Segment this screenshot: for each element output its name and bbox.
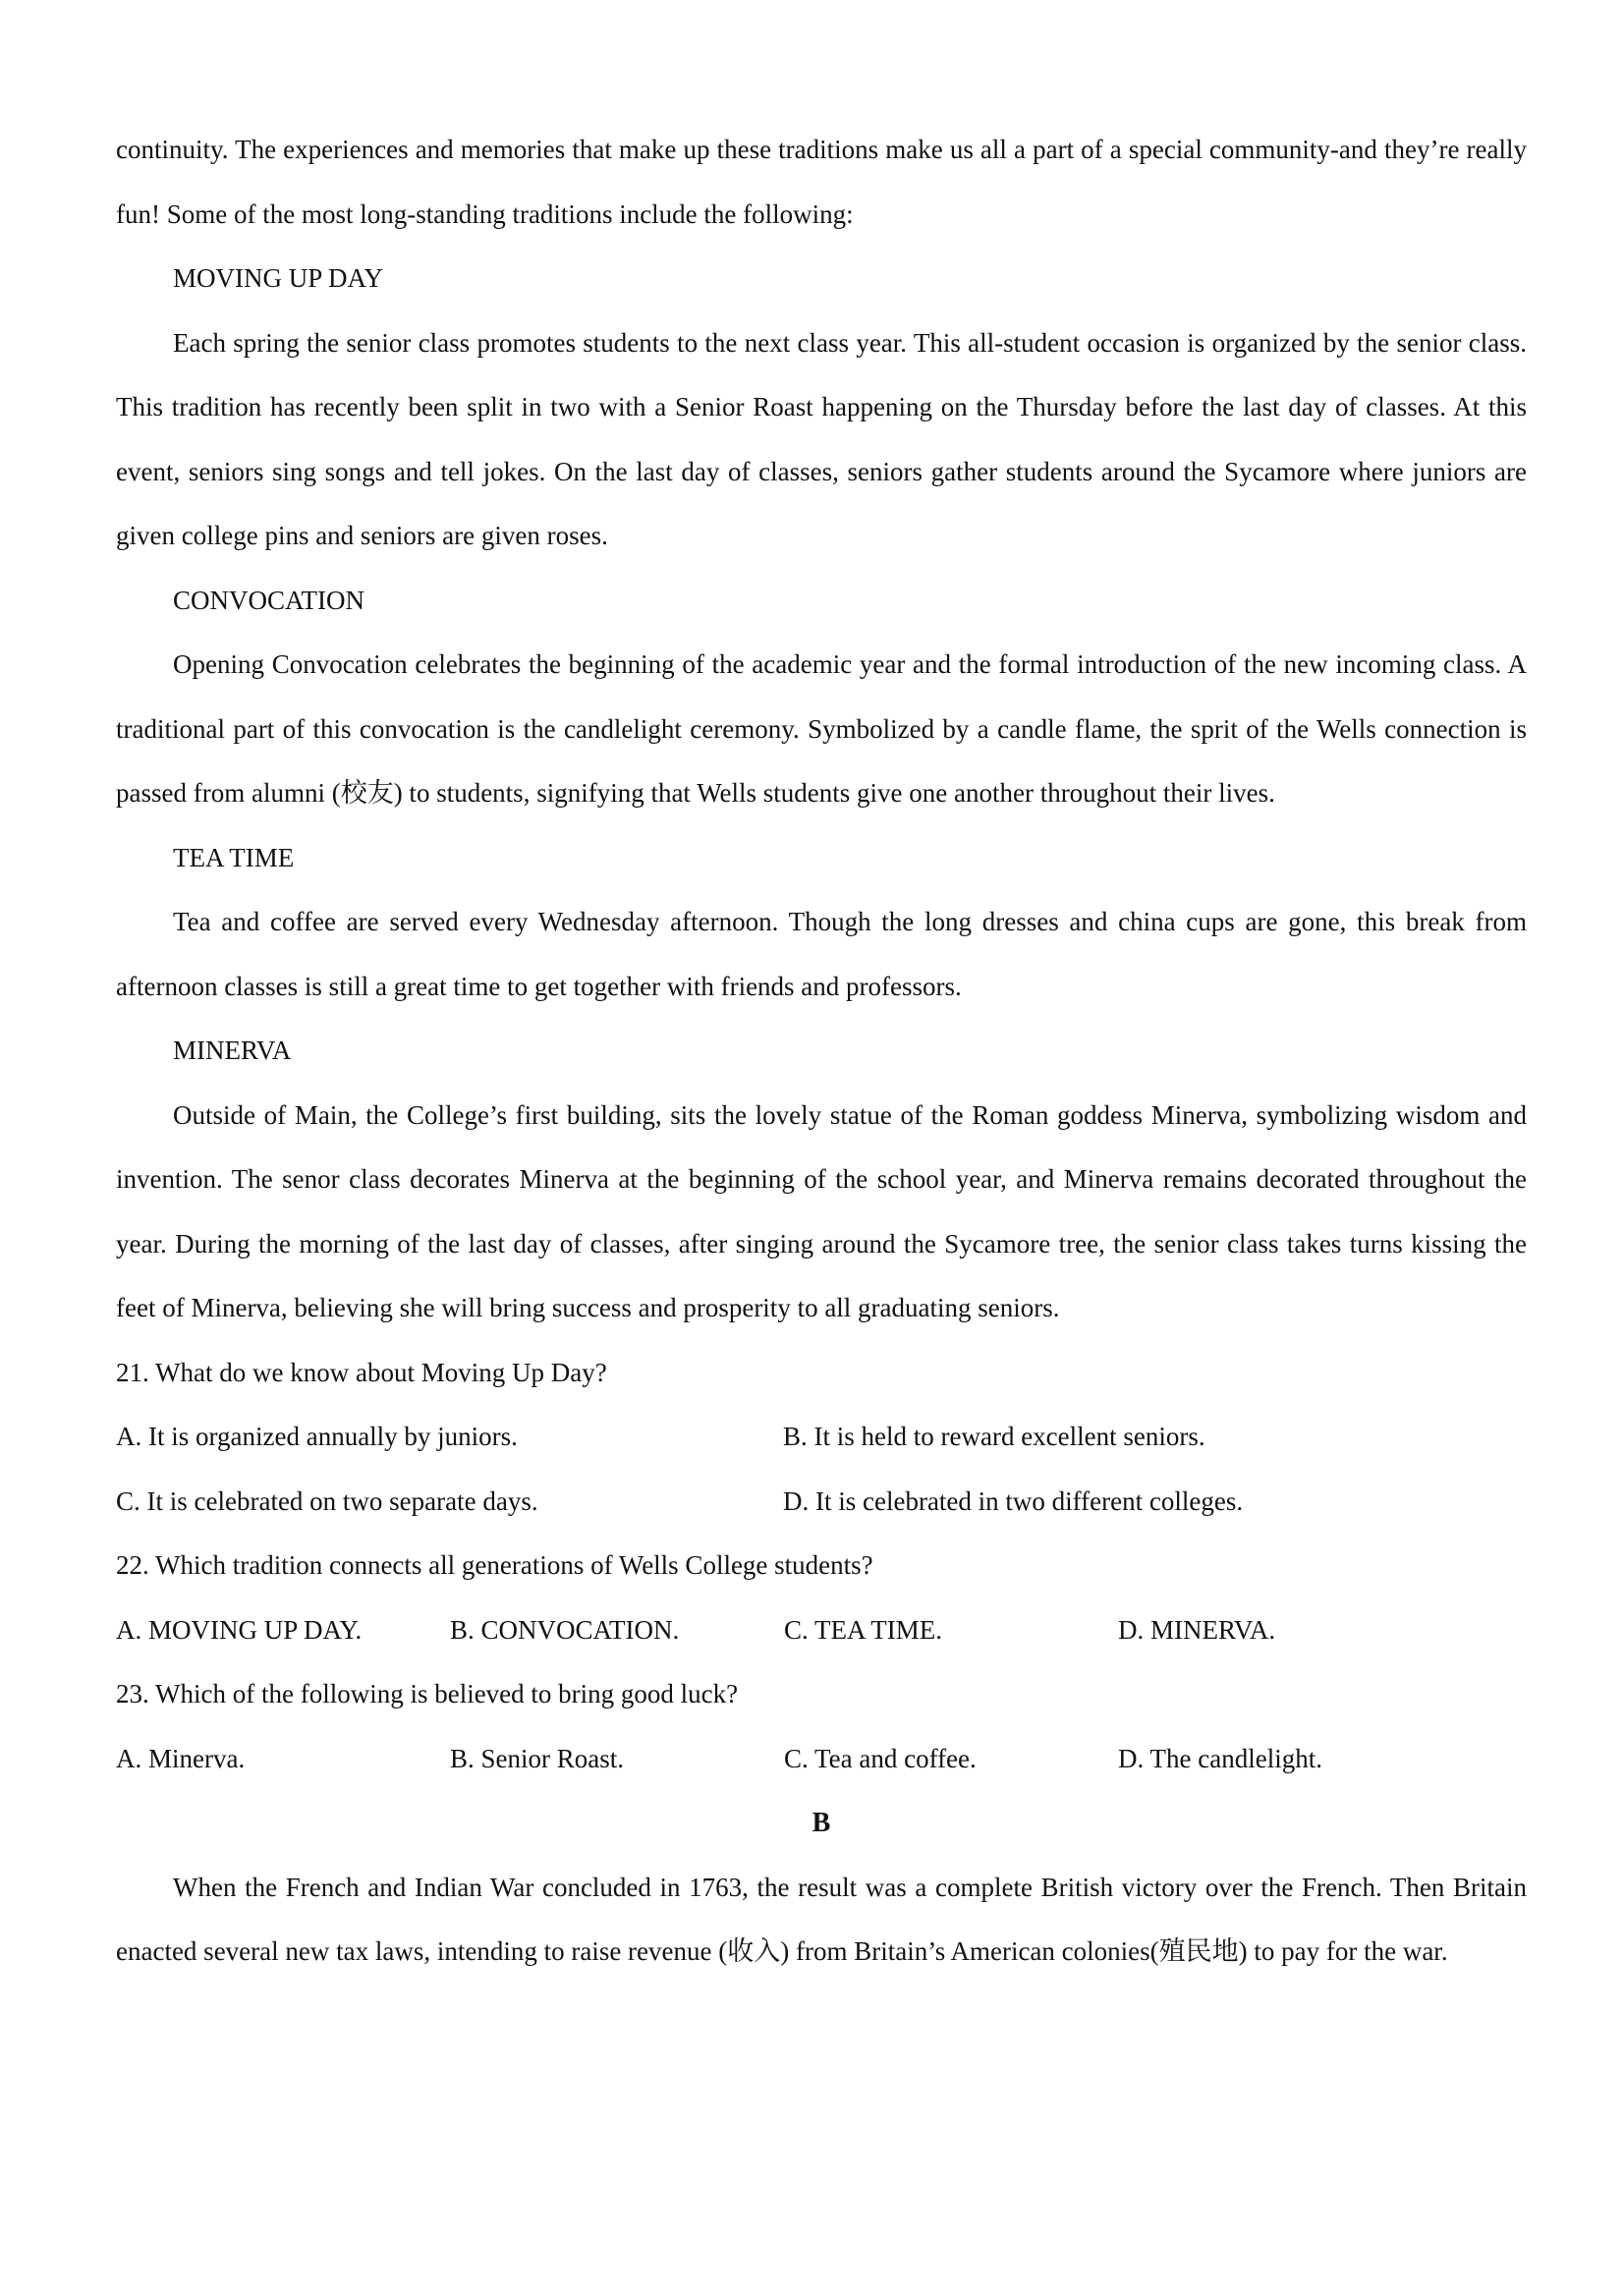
tradition-text-moving-up-day: Each spring the senior class promotes students to the next class year. This all-student occasion is organized by the senior class. This tradition has recently been split in two with a Senior Roast happening on the Thursday before the last day of classes. At this event, seniors sing songs and tell jokes. On the last day of classes, seniors gather students around the Sycamore where juniors are given college pins and seniors are given roses. — [116, 327, 1527, 550]
question-22-option-b: B. CONVOCATION. — [450, 1614, 680, 1645]
question-21-options-row-2 — [116, 1470, 1527, 1535]
question-22-stem: 22. Which tradition connects all generations of Wells College students? — [116, 1550, 873, 1580]
question-23-option-b: B. Senior Roast. — [450, 1743, 625, 1773]
tradition-heading-convocation: CONVOCATION — [173, 585, 364, 615]
intro-paragraph: continuity. The experiences and memories that make up these traditions make us all a part of a special community-and they’re really fun! Some of the most long-standing traditions include the following: — [116, 135, 1527, 229]
question-21-option-c: C. It is celebrated on two separate days. — [116, 1485, 538, 1516]
question-22-options — [116, 1598, 1527, 1663]
question-23-option-c: C. Tea and coffee. — [784, 1743, 977, 1773]
question-23-option-a: A. Minerva. — [116, 1743, 246, 1773]
tradition-heading-tea-time: TEA TIME — [173, 842, 295, 872]
question-23-stem: 23. Which of the following is believed to bring good luck? — [116, 1679, 739, 1708]
tradition-text-tea-time: Tea and coffee are served every Wednesday afternoon. Though the long dresses and china cups are gone, this break from afternoon classes is still a great time to get together with friends and professors. — [116, 907, 1527, 1001]
question-22-option-a: A. MOVING UP DAY. — [116, 1614, 363, 1645]
question-22-option-d: D. MINERVA. — [1118, 1614, 1276, 1645]
question-21-option-b: B. It is held to reward excellent seniors. — [783, 1422, 1205, 1451]
tradition-heading-moving-up-day: MOVING UP DAY — [173, 263, 384, 293]
document-page — [116, 118, 1527, 1985]
tradition-heading-minerva: MINERVA — [173, 1036, 292, 1065]
section-b-paragraph: When the French and Indian War concluded in 1763, the result was a complete British victory over the French. Then Britain enacted several new tax laws, intending to raise revenue (收入) from Britain’s American colonies(殖民地) to pay for the war. — [116, 1872, 1527, 1966]
question-21-stem: 21. What do we know about Moving Up Day? — [116, 1357, 607, 1387]
tradition-text-convocation: Opening Convocation celebrates the beginning of the academic year and the formal introduction of the new incoming class. A traditional part of this convocation is the candlelight ceremony. Symbolized by a candle flame, the sprit of the Wells connection is passed from alumni (校友) to students, signifying that Wells students give one another throughout their lives. — [116, 649, 1527, 808]
question-23-options — [116, 1727, 1527, 1792]
question-21-option-d: D. It is celebrated in two different colleges. — [783, 1485, 1244, 1516]
question-22-option-c: C. TEA TIME. — [784, 1614, 943, 1645]
question-23-option-d: D. The candlelight. — [1118, 1743, 1322, 1773]
section-b-heading: B — [812, 1808, 831, 1838]
question-21-options-row-1 — [116, 1405, 1527, 1470]
tradition-text-minerva: Outside of Main, the College’s first building, sits the lovely statue of the Roman goddess Minerva, symbolizing wisdom and invention. The senor class decorates Minerva at the beginning of the school year, and Minerva remains decorated throughout the year. During the morning of the last day of classes, after singing around the Sycamore tree, the senior class takes turns kissing the feet of Minerva, believing she will bring success and prosperity to all graduating seniors. — [116, 1099, 1527, 1322]
question-21-option-a: A. It is organized annually by juniors. — [116, 1422, 518, 1451]
